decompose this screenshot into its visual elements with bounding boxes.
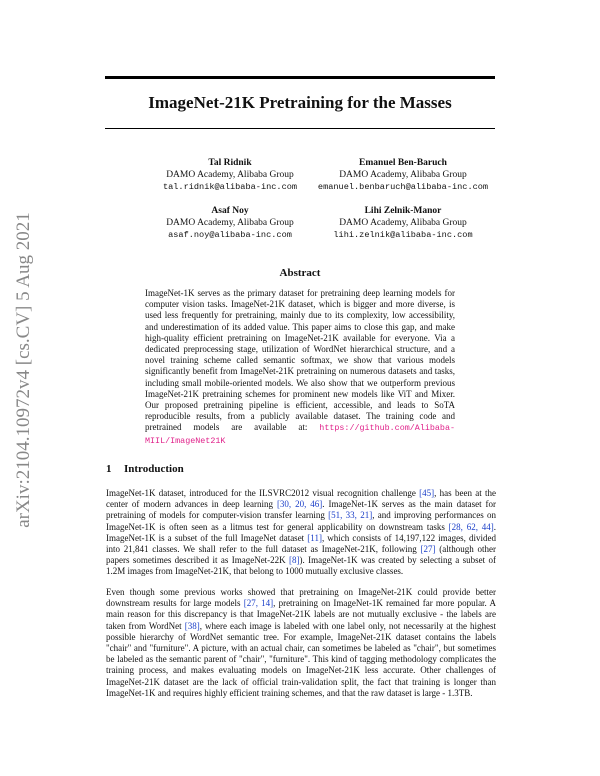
author-block [268,205,538,241]
citation-link[interactable]: [27] [420,544,436,555]
title-rule-top [105,76,495,79]
author-name: Emanuel Ben-Baruch [359,158,447,168]
abstract-body [145,288,455,447]
author-email[interactable]: tal.ridnik@alibaba-inc.com [162,182,298,192]
code-link[interactable]: https://github.com/Alibaba-MIIL/ImageNet21K [145,423,455,446]
citation-link[interactable]: [11] [307,532,322,543]
section-heading [106,463,184,475]
text-run: , and improving performances on ImageNet-1K is often seen as a litmus test for general applicability on downstream tasks [106,510,497,532]
citation-link[interactable]: [45] [419,488,435,498]
citation-link[interactable]: [28, 62, 44] [448,521,494,532]
author-name: Lihi Zelnik-Manor [364,206,442,216]
author-email[interactable]: emanuel.benbaruch@alibaba-inc.com [317,182,489,192]
abstract-heading: Abstract [279,267,321,279]
citation-link[interactable]: [30, 20, 46] [276,499,323,510]
author-email[interactable]: asaf.noy@alibaba-inc.com [168,230,292,240]
intro-paragraph-2 [106,587,496,699]
text-run: , where each image is labeled with one label only, not necessarily at the highest possible hierarchy of WordNet semantic tree. For example, ImageNet-21K dataset contains the labels "chair" and "furniture". A picture, with an actual chair, can sometimes be labeled as "chair", but sometimes be labeled as the semantic parent of "chair", "furniture". This kind of tagging methodology complicates the training process, and makes evaluating models on ImageNet-21K less accurate. Other challenges of ImageNet-21K dataset are the lack of official train-validation split, the fact that training is longer than ImageNet-1K and requires highly efficient training schemes, and that the raw dataset is large - 1.3TB. [106,620,496,698]
text-run: , has been at the center of modern advances in deep learning [106,488,496,510]
section-title: Introduction [124,463,184,475]
paper-title: ImageNet-21K Pretraining for the Masses [148,93,452,112]
section-number: 1 [106,463,112,475]
author-affiliation: DAMO Academy, Alibaba Group [166,218,294,228]
title-rule-bottom [105,128,495,129]
text-run: Even though some previous works showed that pretraining on ImageNet-21K could provide better downstream results for large models [106,587,496,609]
text-run: ). ImageNet-1K was created by selecting a subset of 1.2M images from ImageNet-21K, that belong to 1000 mutually exclusive classes. [106,555,496,577]
author-name: Asaf Noy [211,206,249,216]
text-run: , which consists of 14,197,122 images, divided into 21,841 classes. We shall refer to the full dataset as ImageNet-21K, following [106,532,496,555]
citation-link[interactable]: [27, 14] [243,598,274,609]
text-run: , pretraining on ImageNet-1K remained far more popular. A main reason for this discrepancy is that ImageNet-21K labels are not mutually exclusive - the labels are taken from WordNet [106,598,496,631]
author-affiliation: DAMO Academy, Alibaba Group [339,218,467,228]
text-run: (although other papers sometimes described it as ImageNet-22K [106,544,496,566]
author-email[interactable]: lihi.zelnik@alibaba-inc.com [333,230,473,240]
author-affiliation: DAMO Academy, Alibaba Group [339,170,467,180]
arxiv-stamp-text: arXiv:2104.10972v4 [cs.CV] 5 Aug 2021 [13,212,34,528]
abstract-text: ImageNet-1K serves as the primary dataset for pretraining deep learning models for computer vision tasks. ImageNet-21K dataset, which is bigger and more diverse, is used less frequently for pretraining, mainly due to its complexity, low accessibility, and underestimation of its added value. This paper aims to close this gap, and make high-quality efficient pretraining on ImageNet-21K available for everyone. Via a dedicated preprocessing stage, utilization of WordNet hierarchical structure, and a novel training scheme called semantic softmax, we show that various models significantly benefit from ImageNet-21K pretraining on numerous datasets and tasks, including small mobile-oriented models. We also show that we outperform previous ImageNet-21K pretraining schemes for prominent new models like ViT and Mixer. Our proposed pretraining pipeline is efficient, accessible, and leads to SoTA reproducible results, from a publicly available dataset. The training code and pretrained models are available at: [145,288,455,433]
text-run: ImageNet-1K dataset, introduced for the ILSVRC2012 visual recognition challenge [106,488,420,498]
text-run: . ImageNet-1K is a subset of the full ImageNet dataset [106,521,496,543]
author-block [253,157,553,193]
citation-link[interactable]: [8] [289,555,300,566]
text-run: . ImageNet-1K serves as the main dataset for pretraining of models for computer-vision transfer learning [106,499,496,521]
intro-paragraph-1 [106,488,496,578]
citation-link[interactable]: [38] [184,620,200,631]
author-affiliation: DAMO Academy, Alibaba Group [166,170,294,180]
citation-link[interactable]: [51, 33, 21] [328,510,373,521]
author-name: Tal Ridnik [208,158,252,168]
arxiv-stamp [4,190,44,550]
